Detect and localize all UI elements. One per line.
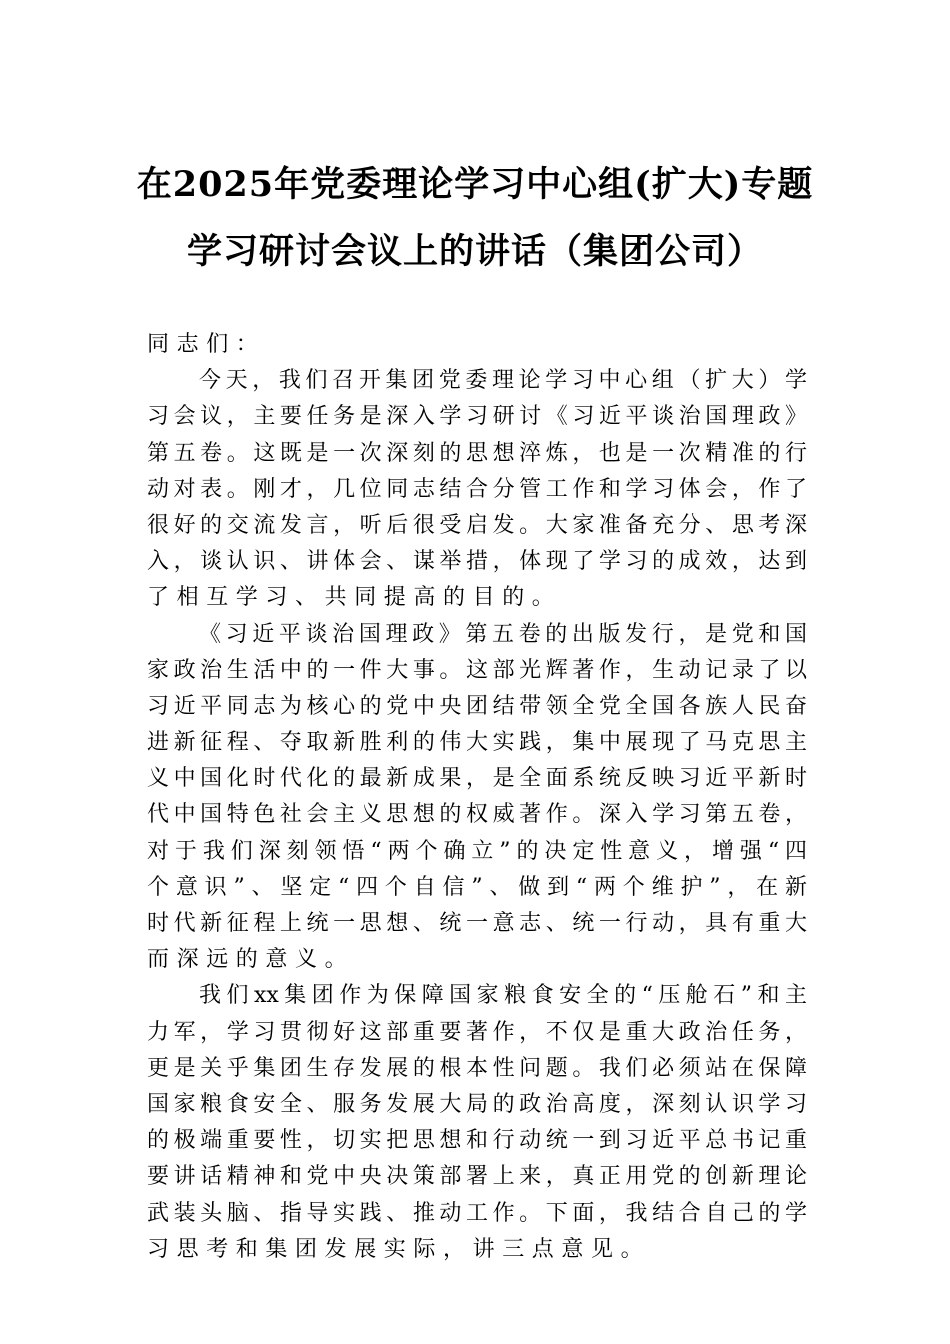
paragraph-line: 了相互学习、共同提高的目的。 (147, 585, 562, 611)
paragraph (147, 978, 807, 1268)
paragraph-line: 很好的交流发言，听后很受启发。大家准备充分、思考深 (147, 512, 807, 538)
paragraph-line: 对于我们深刻领悟“两个确立”的决定性意义，增强“四 (147, 838, 807, 864)
paragraph-line: 进新征程、夺取新胜利的伟大实践，集中展现了马克思主 (147, 730, 807, 756)
paragraph (147, 617, 807, 979)
document-title-line-2: 学习研讨会议上的讲话（集团公司） (186, 231, 763, 272)
paragraph-line: 义中国化时代化的最新成果，是全面系统反映习近平新时 (147, 766, 807, 792)
paragraph (147, 363, 807, 616)
document-title-line-1: 在2025年党委理论学习中心组(扩大)专题 (136, 164, 814, 205)
document-body (147, 327, 807, 1268)
paragraph-line: 代中国特色社会主义思想的权威著作。深入学习第五卷， (147, 802, 807, 828)
paragraph-line: 第五卷。这既是一次深刻的思想淬炼，也是一次精准的行 (147, 440, 807, 466)
salutation: 同志们： (147, 332, 266, 357)
paragraph-line: 动对表。刚才，几位同志结合分管工作和学习体会，作了 (147, 476, 807, 502)
paragraph-line: 家政治生活中的一件大事。这部光辉著作，生动记录了以 (147, 657, 807, 683)
paragraph-line: 《习近平谈治国理政》第五卷的出版发行，是党和国 (199, 621, 807, 647)
paragraph-line: 国家粮食安全、服务发展大局的政治高度，深刻认识学习 (147, 1091, 807, 1117)
paragraph-line: 更是关乎集团生存发展的根本性问题。我们必须站在保障 (147, 1055, 807, 1081)
paragraph-line: 力军，学习贯彻好这部重要著作，不仅是重大政治任务， (147, 1019, 807, 1045)
paragraph-line: 习会议，主要任务是深入学习研讨《习近平谈治国理政》 (147, 404, 807, 430)
paragraph-line: 今天，我们召开集团党委理论学习中心组（扩大）学 (199, 368, 807, 394)
paragraph-line: 习近平同志为核心的党中央团结带领全党全国各族人民奋 (147, 693, 807, 719)
paragraph-line: 习思考和集团发展实际，讲三点意见。 (147, 1236, 651, 1262)
paragraph-line: 个意识”、坚定“四个自信”、做到“两个维护”，在新 (147, 874, 807, 900)
paragraph-line: 的极端重要性，切实把思想和行动统一到习近平总书记重 (147, 1128, 807, 1154)
paragraph-line: 我们xx集团作为保障国家粮食安全的“压舱石”和主 (199, 983, 807, 1009)
paragraph-line: 要讲话精神和党中央决策部署上来，真正用党的创新理论 (147, 1164, 807, 1190)
paragraph-line: 入，谈认识、讲体会、谋举措，体现了学习的成效，达到 (147, 549, 807, 575)
paragraph-line: 时代新征程上统一思想、统一意志、统一行动，具有重大 (147, 911, 807, 936)
paragraph-line: 武装头脑、指导实践、推动工作。下面，我结合自己的学 (147, 1200, 807, 1226)
paragraph-line: 而深远的意义。 (147, 947, 355, 973)
